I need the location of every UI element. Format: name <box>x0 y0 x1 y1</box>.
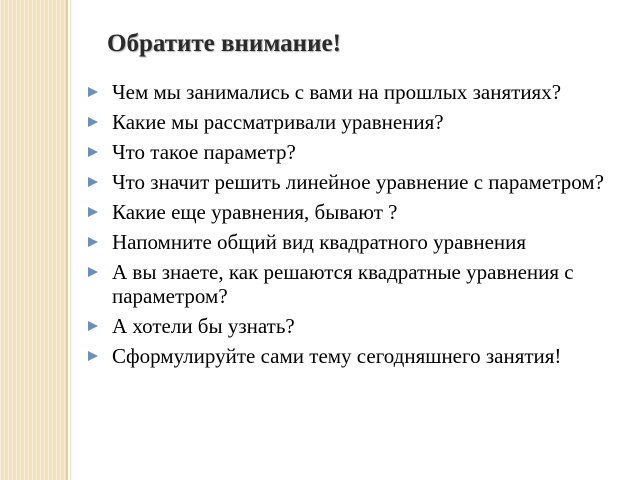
bullet-list <box>88 80 636 374</box>
bullet-item <box>88 200 636 224</box>
bullet-text: Что такое параметр? <box>112 140 296 164</box>
triangle-bullet-icon <box>88 267 98 277</box>
bullet-text: А хотели бы узнать? <box>112 314 295 338</box>
triangle-bullet-icon <box>88 321 98 331</box>
bullet-text: Чем мы занимались с вами на прошлых занятиях? <box>112 80 562 104</box>
bullet-text: Напомните общий вид квадратного уравнения <box>112 230 527 254</box>
triangle-bullet-icon <box>88 237 98 247</box>
bullet-item <box>88 344 636 368</box>
decorative-side-band <box>0 0 66 480</box>
bullet-item <box>88 314 636 338</box>
bullet-text: Что значит решить линейное уравнение с параметром? <box>112 170 604 194</box>
slide-title: Обратите внимание! <box>107 30 341 57</box>
bullet-item <box>88 260 636 308</box>
bullet-item <box>88 170 636 194</box>
bullet-text: Какие еще уравнения, бывают ? <box>112 200 398 224</box>
triangle-bullet-icon <box>88 177 98 187</box>
triangle-bullet-icon <box>88 117 98 127</box>
triangle-bullet-icon <box>88 87 98 97</box>
bullet-item <box>88 230 636 254</box>
triangle-bullet-icon <box>88 207 98 217</box>
bullet-item <box>88 140 636 164</box>
bullet-text: А вы знаете, как решаются квадратные уравнения с параметром? <box>112 260 574 308</box>
bullet-text: Сформулируйте сами тему сегодняшнего занятия! <box>112 344 562 368</box>
triangle-bullet-icon <box>88 351 98 361</box>
bullet-text: Какие мы рассматривали уравнения? <box>112 110 444 134</box>
decorative-side-line <box>66 0 68 480</box>
decorative-side-line-thin <box>70 0 71 480</box>
bullet-item <box>88 80 636 104</box>
bullet-item <box>88 110 636 134</box>
triangle-bullet-icon <box>88 147 98 157</box>
